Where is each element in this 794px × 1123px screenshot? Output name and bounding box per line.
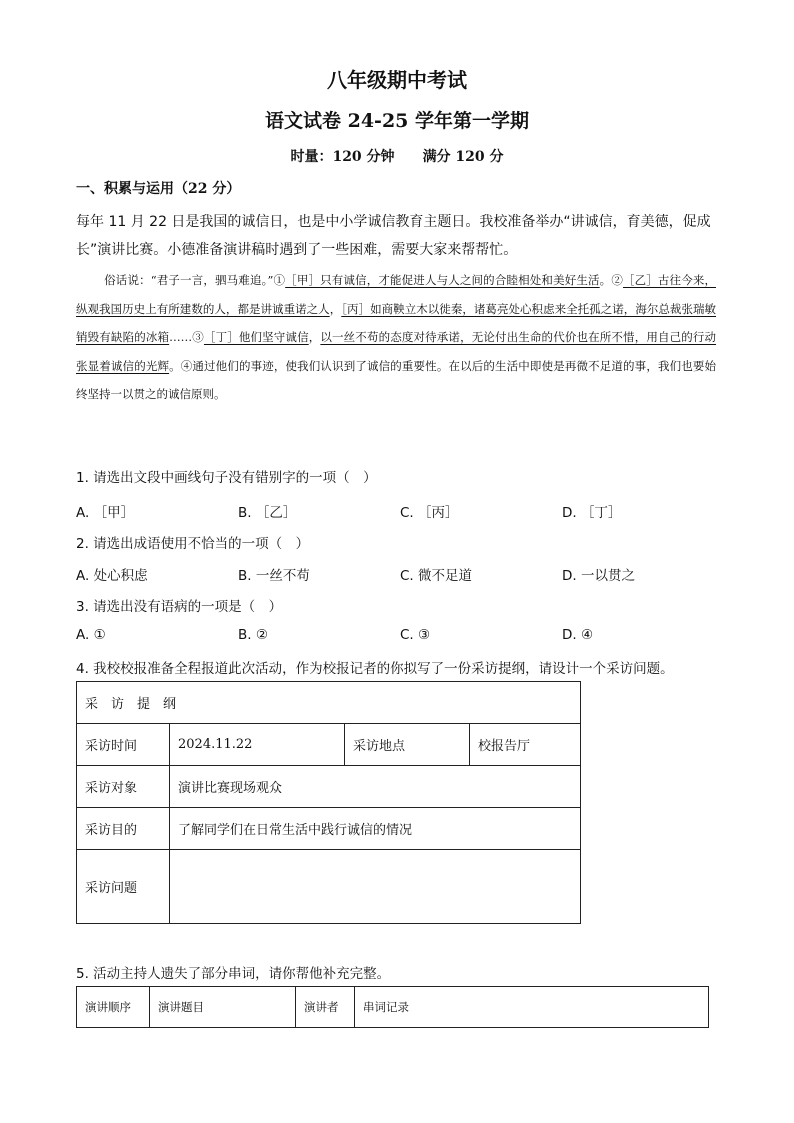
section-intro: 每年 11 月 22 日是我国的诚信日，也是中小学诚信教育主题日。我校准备举办“讲诚信，育美德，促成长”演讲比赛。小德准备演讲稿时遇到了一些困难，需要大家来帮帮忙。: [76, 214, 711, 258]
question-2-option-a[interactable]: A. 处心积虑: [76, 568, 148, 584]
exam-title: 八年级期中考试: [327, 68, 467, 92]
exam-subtitle: 语文试卷 24-25 学年第一学期: [265, 110, 529, 132]
outline-purpose-value: 了解同学们在日常生活中践行诚信的情况: [170, 808, 581, 850]
passage-text: ，: [308, 330, 321, 345]
outline-target-label: 采访对象: [77, 766, 170, 808]
passage-text: ，: [329, 301, 342, 316]
question-4-stem: 4. 我校校报准备全程报道此次活动，作为校报记者的你拟写了一份采访提纲，请设计一个采访问题。: [76, 661, 674, 677]
outline-purpose-label: 采访目的: [77, 808, 170, 850]
question-2-option-c[interactable]: C. 微不足道: [400, 568, 473, 584]
passage-text: 。②: [599, 273, 623, 287]
exam-meta: [0, 146, 794, 166]
underlined-sentence-jia: ［甲］只有诚信，才能促进人与人之间的合睦相处和美好生活: [285, 273, 600, 287]
question-1-option-b[interactable]: B. ［乙］: [238, 505, 297, 521]
interview-outline-table: [76, 681, 581, 924]
outline-target-value: 演讲比赛现场观众: [170, 766, 581, 808]
question-1-stem: 1. 请选出文段中画线句子没有错别字的一项（ ）: [76, 470, 377, 486]
outline-place-label: 采访地点: [345, 724, 470, 766]
question-2-stem: 2. 请选出成语使用不恰当的一项（ ）: [76, 536, 310, 552]
question-3-stem: 3. 请选出没有语病的一项是（ ）: [76, 599, 283, 615]
underlined-sentence-ding: ［丁］他们坚守诚信: [203, 330, 309, 345]
speech-header-order: 演讲顺序: [77, 987, 150, 1028]
speech-header-record: 串词记录: [355, 987, 709, 1028]
question-3-option-d[interactable]: D. ④: [562, 627, 594, 643]
question-1-option-a[interactable]: A. ［甲］: [76, 505, 135, 521]
question-2-option-d[interactable]: D. 一以贯之: [562, 568, 635, 584]
reading-passage: [76, 266, 716, 409]
speech-header-title: 演讲题目: [150, 987, 296, 1028]
passage-text: ……③: [169, 330, 204, 345]
exam-time: 时量：120 分钟: [290, 149, 395, 165]
outline-time-label: 采访时间: [77, 724, 170, 766]
passage-text: 。④通过他们的事迹，使我们认识到了诚信的重要性。在以后的生活中即使是再微不足道的事，我们也要始终坚持一以贯之的诚信原则。: [76, 358, 717, 402]
underlined-sentence-yi: ［乙］古往今来，纵观我国历史上有所建数的人，都是讲诚重诺之人: [76, 273, 717, 316]
question-3-option-b[interactable]: B. ②: [238, 627, 268, 643]
outline-title: 采 访 提 纲: [77, 682, 581, 724]
question-3-option-a[interactable]: A. ①: [76, 627, 106, 643]
question-3-option-c[interactable]: C. ③: [400, 627, 431, 643]
underlined-sentence-bing: ［丙］如商鞅立木以徙秦，诸葛亮处心积虑来全托孤之诺，海尔总裁张瑞敏销毁有缺陷的冰箱: [76, 301, 717, 345]
outline-place-value: 校报告厅: [470, 724, 581, 766]
passage-text: 俗话说：“君子一言，驷马难追。”①: [104, 273, 286, 287]
underlined-sentence-ding-2: 以一丝不苟的态度对待承诺，无论付出生命的代价也在所不惜，用自己的行动张显着诚信的光辉: [76, 330, 717, 373]
exam-score: 满分 120 分: [422, 149, 504, 165]
speech-header-speaker: 演讲者: [296, 987, 355, 1028]
outline-time-value: 2024.11.22: [170, 724, 345, 766]
section-heading: 一、积累与运用（22 分）: [76, 181, 241, 197]
speech-record-table: [76, 986, 709, 1028]
question-2-option-b[interactable]: B. 一丝不苟: [238, 568, 310, 584]
question-1-option-d[interactable]: D. ［丁］: [562, 505, 622, 521]
question-5-stem: 5. 活动主持人遗失了部分串词，请你帮他补充完整。: [76, 966, 391, 982]
outline-question-answer-cell[interactable]: [170, 850, 581, 924]
question-1-option-c[interactable]: C. ［丙］: [400, 505, 459, 521]
outline-question-label: 采访问题: [77, 850, 170, 924]
